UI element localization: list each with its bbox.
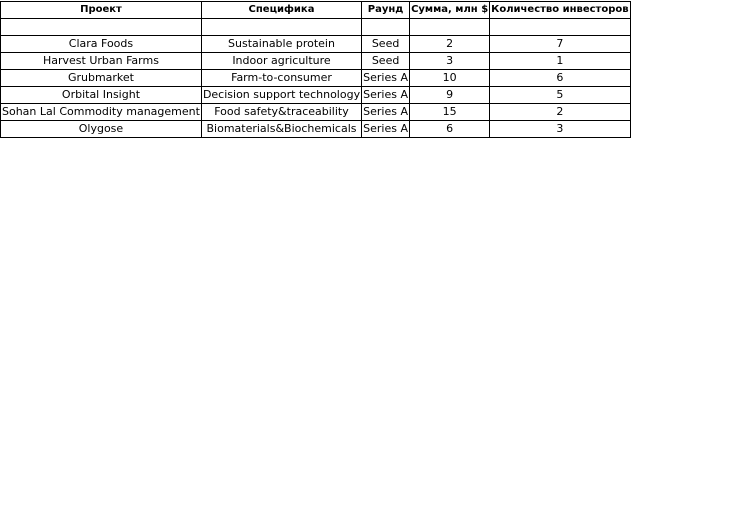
cell-round[interactable]: Series A xyxy=(362,70,410,87)
cell-investor-count[interactable]: 3 xyxy=(490,121,630,138)
header-project[interactable]: Проект xyxy=(1,2,202,19)
cell-specifics[interactable]: Sustainable protein xyxy=(201,36,361,53)
cell-amount[interactable]: 2 xyxy=(410,36,490,53)
cell-amount[interactable]: 3 xyxy=(410,53,490,70)
cell-round[interactable]: Series A xyxy=(362,87,410,104)
cell-project[interactable] xyxy=(1,19,202,36)
cell-amount[interactable]: 10 xyxy=(410,70,490,87)
cell-amount[interactable]: 15 xyxy=(410,104,490,121)
cell-investor-count[interactable]: 1 xyxy=(490,53,630,70)
table-row xyxy=(1,36,631,53)
header-investor-count[interactable]: Количество инвесторов xyxy=(490,2,630,19)
table-row xyxy=(1,121,631,138)
cell-specifics[interactable]: Food safety&traceability xyxy=(201,104,361,121)
cell-specifics[interactable]: Indoor agriculture xyxy=(201,53,361,70)
header-amount[interactable]: Сумма, млн $ xyxy=(410,2,490,19)
cell-project[interactable]: Orbital Insight xyxy=(1,87,202,104)
cell-round[interactable]: Seed xyxy=(362,36,410,53)
cell-project[interactable]: Clara Foods xyxy=(1,36,202,53)
cell-specifics[interactable] xyxy=(201,19,361,36)
table-row xyxy=(1,87,631,104)
header-row xyxy=(1,2,631,19)
cell-project[interactable]: Olygose xyxy=(1,121,202,138)
table-row xyxy=(1,70,631,87)
cell-round[interactable]: Series A xyxy=(362,104,410,121)
cell-round[interactable]: Seed xyxy=(362,53,410,70)
investment-table xyxy=(0,1,631,138)
cell-project[interactable]: Grubmarket xyxy=(1,70,202,87)
cell-investor-count[interactable]: 5 xyxy=(490,87,630,104)
cell-project[interactable]: Sohan Lal Commodity management xyxy=(1,104,202,121)
table-row xyxy=(1,19,631,36)
cell-amount[interactable]: 9 xyxy=(410,87,490,104)
cell-investor-count[interactable]: 6 xyxy=(490,70,630,87)
header-round[interactable]: Раунд xyxy=(362,2,410,19)
cell-specifics[interactable]: Farm-to-consumer xyxy=(201,70,361,87)
cell-investor-count[interactable]: 2 xyxy=(490,104,630,121)
cell-project[interactable]: Harvest Urban Farms xyxy=(1,53,202,70)
cell-round[interactable]: Series A xyxy=(362,121,410,138)
table-row xyxy=(1,104,631,121)
header-specifics[interactable]: Специфика xyxy=(201,2,361,19)
cell-amount[interactable]: 6 xyxy=(410,121,490,138)
cell-investor-count[interactable]: 7 xyxy=(490,36,630,53)
cell-round[interactable] xyxy=(362,19,410,36)
cell-amount[interactable] xyxy=(410,19,490,36)
cell-investor-count[interactable] xyxy=(490,19,630,36)
cell-specifics[interactable]: Decision support technology xyxy=(201,87,361,104)
table-row xyxy=(1,53,631,70)
cell-specifics[interactable]: Biomaterials&Biochemicals xyxy=(201,121,361,138)
